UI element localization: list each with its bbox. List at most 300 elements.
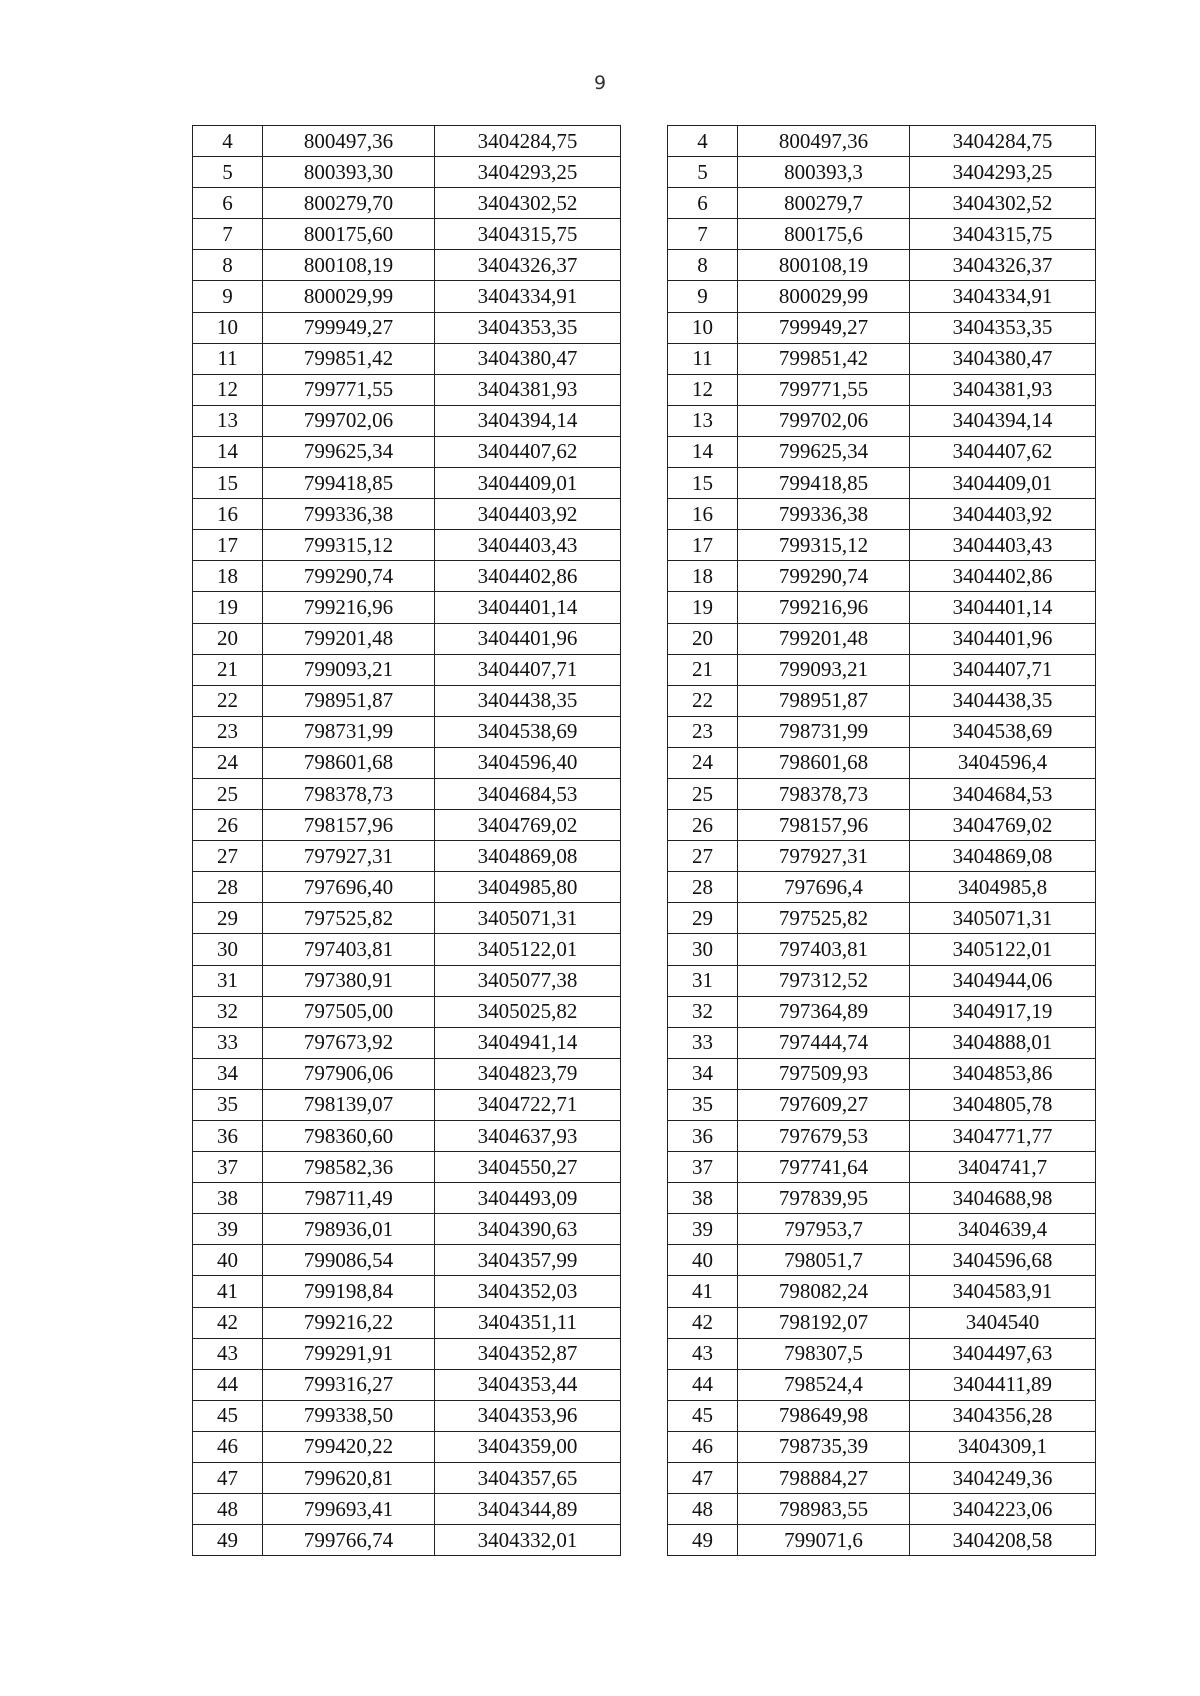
x-coordinate-cell: 798192,07 bbox=[738, 1307, 910, 1338]
table-row bbox=[668, 685, 1096, 716]
y-coordinate-cell: 3404771,77 bbox=[910, 1121, 1096, 1152]
x-coordinate-cell: 799315,12 bbox=[738, 530, 910, 561]
point-number-cell: 15 bbox=[193, 468, 263, 499]
coordinates-table-left bbox=[192, 125, 621, 1556]
point-number-cell: 31 bbox=[668, 965, 738, 996]
table-row bbox=[193, 1338, 621, 1369]
y-coordinate-cell: 3404888,01 bbox=[910, 1027, 1096, 1058]
x-coordinate-cell: 799949,27 bbox=[263, 312, 435, 343]
table-row bbox=[668, 1463, 1096, 1494]
table-row bbox=[193, 1494, 621, 1525]
y-coordinate-cell: 3404381,93 bbox=[910, 374, 1096, 405]
y-coordinate-cell: 3405071,31 bbox=[435, 903, 621, 934]
table-row bbox=[668, 778, 1096, 809]
table-row bbox=[668, 903, 1096, 934]
y-coordinate-cell: 3404941,14 bbox=[435, 1027, 621, 1058]
y-coordinate-cell: 3404326,37 bbox=[910, 250, 1096, 281]
y-coordinate-cell: 3404741,7 bbox=[910, 1152, 1096, 1183]
x-coordinate-cell: 800108,19 bbox=[738, 250, 910, 281]
x-coordinate-cell: 798051,7 bbox=[738, 1245, 910, 1276]
y-coordinate-cell: 3404284,75 bbox=[435, 126, 621, 157]
x-coordinate-cell: 800393,3 bbox=[738, 157, 910, 188]
x-coordinate-cell: 798951,87 bbox=[738, 685, 910, 716]
y-coordinate-cell: 3404403,92 bbox=[910, 499, 1096, 530]
y-coordinate-cell: 3404497,63 bbox=[910, 1338, 1096, 1369]
table-row bbox=[193, 468, 621, 499]
point-number-cell: 32 bbox=[193, 996, 263, 1027]
table-row bbox=[668, 530, 1096, 561]
table-row bbox=[668, 312, 1096, 343]
x-coordinate-cell: 799851,42 bbox=[263, 343, 435, 374]
y-coordinate-cell: 3404334,91 bbox=[435, 281, 621, 312]
x-coordinate-cell: 799338,50 bbox=[263, 1400, 435, 1431]
x-coordinate-cell: 799625,34 bbox=[738, 436, 910, 467]
y-coordinate-cell: 3404315,75 bbox=[910, 219, 1096, 250]
table-row bbox=[668, 250, 1096, 281]
point-number-cell: 43 bbox=[668, 1338, 738, 1369]
y-coordinate-cell: 3404352,87 bbox=[435, 1338, 621, 1369]
x-coordinate-cell: 799291,91 bbox=[263, 1338, 435, 1369]
y-coordinate-cell: 3404438,35 bbox=[910, 685, 1096, 716]
x-coordinate-cell: 800393,30 bbox=[263, 157, 435, 188]
table-row bbox=[668, 810, 1096, 841]
table-row bbox=[193, 623, 621, 654]
table-row bbox=[668, 188, 1096, 219]
x-coordinate-cell: 798307,5 bbox=[738, 1338, 910, 1369]
point-number-cell: 25 bbox=[193, 778, 263, 809]
point-number-cell: 14 bbox=[668, 436, 738, 467]
y-coordinate-cell: 3404208,58 bbox=[910, 1525, 1096, 1556]
point-number-cell: 13 bbox=[668, 405, 738, 436]
table-row bbox=[668, 468, 1096, 499]
table-row bbox=[668, 436, 1096, 467]
y-coordinate-cell: 3404684,53 bbox=[435, 778, 621, 809]
point-number-cell: 6 bbox=[193, 188, 263, 219]
point-number-cell: 25 bbox=[668, 778, 738, 809]
point-number-cell: 6 bbox=[668, 188, 738, 219]
y-coordinate-cell: 3404403,43 bbox=[910, 530, 1096, 561]
table-row bbox=[193, 312, 621, 343]
y-coordinate-cell: 3405122,01 bbox=[435, 934, 621, 965]
point-number-cell: 40 bbox=[193, 1245, 263, 1276]
x-coordinate-cell: 800175,60 bbox=[263, 219, 435, 250]
y-coordinate-cell: 3404722,71 bbox=[435, 1089, 621, 1120]
x-coordinate-cell: 798360,60 bbox=[263, 1121, 435, 1152]
point-number-cell: 35 bbox=[668, 1089, 738, 1120]
table-row bbox=[193, 405, 621, 436]
point-number-cell: 19 bbox=[193, 592, 263, 623]
table-row bbox=[668, 747, 1096, 778]
table-body bbox=[668, 126, 1096, 1556]
page-number: 9 bbox=[593, 72, 607, 94]
y-coordinate-cell: 3404985,80 bbox=[435, 872, 621, 903]
y-coordinate-cell: 3404353,35 bbox=[435, 312, 621, 343]
x-coordinate-cell: 798378,73 bbox=[263, 778, 435, 809]
x-coordinate-cell: 799093,21 bbox=[738, 654, 910, 685]
table-row bbox=[193, 343, 621, 374]
point-number-cell: 16 bbox=[193, 499, 263, 530]
y-coordinate-cell: 3404394,14 bbox=[910, 405, 1096, 436]
table-row bbox=[668, 1431, 1096, 1462]
point-number-cell: 21 bbox=[193, 654, 263, 685]
table-row bbox=[193, 436, 621, 467]
table-row bbox=[193, 1089, 621, 1120]
table-row bbox=[668, 872, 1096, 903]
table-row bbox=[193, 1027, 621, 1058]
point-number-cell: 35 bbox=[193, 1089, 263, 1120]
point-number-cell: 39 bbox=[193, 1214, 263, 1245]
table-row bbox=[193, 374, 621, 405]
x-coordinate-cell: 798936,01 bbox=[263, 1214, 435, 1245]
y-coordinate-cell: 3404493,09 bbox=[435, 1183, 621, 1214]
x-coordinate-cell: 799625,34 bbox=[263, 436, 435, 467]
y-coordinate-cell: 3404334,91 bbox=[910, 281, 1096, 312]
table-row bbox=[668, 1525, 1096, 1556]
table-row bbox=[668, 1245, 1096, 1276]
table-row bbox=[668, 1400, 1096, 1431]
table-row bbox=[668, 281, 1096, 312]
point-number-cell: 23 bbox=[193, 716, 263, 747]
x-coordinate-cell: 799949,27 bbox=[738, 312, 910, 343]
point-number-cell: 27 bbox=[193, 841, 263, 872]
point-number-cell: 41 bbox=[193, 1276, 263, 1307]
y-coordinate-cell: 3404583,91 bbox=[910, 1276, 1096, 1307]
point-number-cell: 47 bbox=[193, 1463, 263, 1494]
table-row bbox=[668, 1369, 1096, 1400]
point-number-cell: 19 bbox=[668, 592, 738, 623]
x-coordinate-cell: 799216,22 bbox=[263, 1307, 435, 1338]
point-number-cell: 46 bbox=[193, 1431, 263, 1462]
table-row bbox=[193, 810, 621, 841]
table-row bbox=[668, 1089, 1096, 1120]
y-coordinate-cell: 3404688,98 bbox=[910, 1183, 1096, 1214]
table-row bbox=[193, 1245, 621, 1276]
point-number-cell: 47 bbox=[668, 1463, 738, 1494]
x-coordinate-cell: 799620,81 bbox=[263, 1463, 435, 1494]
table-row bbox=[668, 623, 1096, 654]
x-coordinate-cell: 799290,74 bbox=[738, 561, 910, 592]
x-coordinate-cell: 799420,22 bbox=[263, 1431, 435, 1462]
table-row bbox=[193, 1307, 621, 1338]
point-number-cell: 38 bbox=[193, 1183, 263, 1214]
x-coordinate-cell: 799851,42 bbox=[738, 343, 910, 374]
table-row bbox=[193, 499, 621, 530]
coordinates-table-right bbox=[667, 125, 1096, 1556]
y-coordinate-cell: 3404401,96 bbox=[435, 623, 621, 654]
y-coordinate-cell: 3404394,14 bbox=[435, 405, 621, 436]
point-number-cell: 26 bbox=[668, 810, 738, 841]
y-coordinate-cell: 3404409,01 bbox=[435, 468, 621, 499]
table-row bbox=[193, 561, 621, 592]
x-coordinate-cell: 797609,27 bbox=[738, 1089, 910, 1120]
y-coordinate-cell: 3404438,35 bbox=[435, 685, 621, 716]
point-number-cell: 30 bbox=[193, 934, 263, 965]
point-number-cell: 26 bbox=[193, 810, 263, 841]
x-coordinate-cell: 797927,31 bbox=[263, 841, 435, 872]
y-coordinate-cell: 3404403,92 bbox=[435, 499, 621, 530]
y-coordinate-cell: 3404639,4 bbox=[910, 1214, 1096, 1245]
point-number-cell: 37 bbox=[193, 1152, 263, 1183]
point-number-cell: 16 bbox=[668, 499, 738, 530]
y-coordinate-cell: 3404380,47 bbox=[435, 343, 621, 374]
y-coordinate-cell: 3404805,78 bbox=[910, 1089, 1096, 1120]
table-row bbox=[193, 996, 621, 1027]
x-coordinate-cell: 799702,06 bbox=[738, 405, 910, 436]
y-coordinate-cell: 3404985,8 bbox=[910, 872, 1096, 903]
table-row bbox=[668, 1276, 1096, 1307]
x-coordinate-cell: 798884,27 bbox=[738, 1463, 910, 1494]
y-coordinate-cell: 3404293,25 bbox=[910, 157, 1096, 188]
x-coordinate-cell: 797839,95 bbox=[738, 1183, 910, 1214]
point-number-cell: 42 bbox=[193, 1307, 263, 1338]
point-number-cell: 37 bbox=[668, 1152, 738, 1183]
point-number-cell: 48 bbox=[193, 1494, 263, 1525]
table-body bbox=[193, 126, 621, 1556]
x-coordinate-cell: 799290,74 bbox=[263, 561, 435, 592]
point-number-cell: 14 bbox=[193, 436, 263, 467]
table-row bbox=[668, 841, 1096, 872]
point-number-cell: 29 bbox=[668, 903, 738, 934]
y-coordinate-cell: 3404917,19 bbox=[910, 996, 1096, 1027]
y-coordinate-cell: 3404823,79 bbox=[435, 1058, 621, 1089]
x-coordinate-cell: 798378,73 bbox=[738, 778, 910, 809]
point-number-cell: 8 bbox=[193, 250, 263, 281]
table-row bbox=[668, 343, 1096, 374]
x-coordinate-cell: 798601,68 bbox=[738, 747, 910, 778]
x-coordinate-cell: 797403,81 bbox=[738, 934, 910, 965]
point-number-cell: 9 bbox=[193, 281, 263, 312]
x-coordinate-cell: 797953,7 bbox=[738, 1214, 910, 1245]
y-coordinate-cell: 3404249,36 bbox=[910, 1463, 1096, 1494]
point-number-cell: 34 bbox=[668, 1058, 738, 1089]
point-number-cell: 24 bbox=[668, 747, 738, 778]
y-coordinate-cell: 3405025,82 bbox=[435, 996, 621, 1027]
x-coordinate-cell: 799336,38 bbox=[738, 499, 910, 530]
point-number-cell: 22 bbox=[668, 685, 738, 716]
point-number-cell: 4 bbox=[193, 126, 263, 157]
table-row bbox=[193, 250, 621, 281]
x-coordinate-cell: 800108,19 bbox=[263, 250, 435, 281]
table-row bbox=[668, 219, 1096, 250]
point-number-cell: 44 bbox=[668, 1369, 738, 1400]
y-coordinate-cell: 3404596,68 bbox=[910, 1245, 1096, 1276]
point-number-cell: 27 bbox=[668, 841, 738, 872]
table-row bbox=[668, 1183, 1096, 1214]
table-row bbox=[668, 716, 1096, 747]
x-coordinate-cell: 798157,96 bbox=[738, 810, 910, 841]
point-number-cell: 28 bbox=[668, 872, 738, 903]
table-row bbox=[668, 996, 1096, 1027]
point-number-cell: 41 bbox=[668, 1276, 738, 1307]
table-row bbox=[668, 1494, 1096, 1525]
x-coordinate-cell: 798711,49 bbox=[263, 1183, 435, 1214]
table-row bbox=[193, 716, 621, 747]
table-row bbox=[668, 1214, 1096, 1245]
y-coordinate-cell: 3404401,14 bbox=[435, 592, 621, 623]
x-coordinate-cell: 797312,52 bbox=[738, 965, 910, 996]
x-coordinate-cell: 799198,84 bbox=[263, 1276, 435, 1307]
x-coordinate-cell: 800497,36 bbox=[738, 126, 910, 157]
x-coordinate-cell: 799201,48 bbox=[263, 623, 435, 654]
y-coordinate-cell: 3404401,96 bbox=[910, 623, 1096, 654]
y-coordinate-cell: 3404409,01 bbox=[910, 468, 1096, 499]
point-number-cell: 22 bbox=[193, 685, 263, 716]
x-coordinate-cell: 797403,81 bbox=[263, 934, 435, 965]
y-coordinate-cell: 3404353,96 bbox=[435, 1400, 621, 1431]
y-coordinate-cell: 3405071,31 bbox=[910, 903, 1096, 934]
table-row bbox=[193, 1152, 621, 1183]
point-number-cell: 18 bbox=[193, 561, 263, 592]
x-coordinate-cell: 798082,24 bbox=[738, 1276, 910, 1307]
x-coordinate-cell: 799766,74 bbox=[263, 1525, 435, 1556]
x-coordinate-cell: 800029,99 bbox=[263, 281, 435, 312]
point-number-cell: 20 bbox=[193, 623, 263, 654]
point-number-cell: 23 bbox=[668, 716, 738, 747]
point-number-cell: 7 bbox=[668, 219, 738, 250]
x-coordinate-cell: 797696,40 bbox=[263, 872, 435, 903]
y-coordinate-cell: 3404411,89 bbox=[910, 1369, 1096, 1400]
x-coordinate-cell: 799336,38 bbox=[263, 499, 435, 530]
table-row bbox=[193, 1369, 621, 1400]
table-row bbox=[668, 374, 1096, 405]
y-coordinate-cell: 3404381,93 bbox=[435, 374, 621, 405]
y-coordinate-cell: 3404356,28 bbox=[910, 1400, 1096, 1431]
point-number-cell: 32 bbox=[668, 996, 738, 1027]
y-coordinate-cell: 3404944,06 bbox=[910, 965, 1096, 996]
y-coordinate-cell: 3404596,40 bbox=[435, 747, 621, 778]
y-coordinate-cell: 3404869,08 bbox=[435, 841, 621, 872]
y-coordinate-cell: 3404540 bbox=[910, 1307, 1096, 1338]
point-number-cell: 29 bbox=[193, 903, 263, 934]
y-coordinate-cell: 3404407,71 bbox=[435, 654, 621, 685]
x-coordinate-cell: 797679,53 bbox=[738, 1121, 910, 1152]
x-coordinate-cell: 797525,82 bbox=[263, 903, 435, 934]
x-coordinate-cell: 799771,55 bbox=[738, 374, 910, 405]
x-coordinate-cell: 798731,99 bbox=[738, 716, 910, 747]
point-number-cell: 49 bbox=[193, 1525, 263, 1556]
table-row bbox=[668, 1027, 1096, 1058]
table-row bbox=[668, 592, 1096, 623]
x-coordinate-cell: 797906,06 bbox=[263, 1058, 435, 1089]
x-coordinate-cell: 798731,99 bbox=[263, 716, 435, 747]
point-number-cell: 18 bbox=[668, 561, 738, 592]
y-coordinate-cell: 3404407,62 bbox=[910, 436, 1096, 467]
point-number-cell: 39 bbox=[668, 1214, 738, 1245]
point-number-cell: 7 bbox=[193, 219, 263, 250]
x-coordinate-cell: 797673,92 bbox=[263, 1027, 435, 1058]
y-coordinate-cell: 3404538,69 bbox=[435, 716, 621, 747]
table-row bbox=[668, 654, 1096, 685]
table-row bbox=[193, 157, 621, 188]
table-row bbox=[193, 841, 621, 872]
point-number-cell: 43 bbox=[193, 1338, 263, 1369]
x-coordinate-cell: 799216,96 bbox=[263, 592, 435, 623]
table-row bbox=[193, 1183, 621, 1214]
y-coordinate-cell: 3404596,4 bbox=[910, 747, 1096, 778]
x-coordinate-cell: 799093,21 bbox=[263, 654, 435, 685]
y-coordinate-cell: 3404223,06 bbox=[910, 1494, 1096, 1525]
y-coordinate-cell: 3404407,71 bbox=[910, 654, 1096, 685]
table-row bbox=[668, 1058, 1096, 1089]
point-number-cell: 5 bbox=[193, 157, 263, 188]
table-row bbox=[193, 965, 621, 996]
y-coordinate-cell: 3404380,47 bbox=[910, 343, 1096, 374]
x-coordinate-cell: 798951,87 bbox=[263, 685, 435, 716]
point-number-cell: 12 bbox=[668, 374, 738, 405]
x-coordinate-cell: 799702,06 bbox=[263, 405, 435, 436]
point-number-cell: 36 bbox=[668, 1121, 738, 1152]
table-row bbox=[193, 126, 621, 157]
point-number-cell: 12 bbox=[193, 374, 263, 405]
point-number-cell: 24 bbox=[193, 747, 263, 778]
x-coordinate-cell: 797364,89 bbox=[738, 996, 910, 1027]
x-coordinate-cell: 800279,70 bbox=[263, 188, 435, 219]
x-coordinate-cell: 800279,7 bbox=[738, 188, 910, 219]
point-number-cell: 4 bbox=[668, 126, 738, 157]
table-row bbox=[193, 188, 621, 219]
x-coordinate-cell: 799086,54 bbox=[263, 1245, 435, 1276]
table-row bbox=[193, 654, 621, 685]
y-coordinate-cell: 3404869,08 bbox=[910, 841, 1096, 872]
point-number-cell: 17 bbox=[193, 530, 263, 561]
y-coordinate-cell: 3404390,63 bbox=[435, 1214, 621, 1245]
x-coordinate-cell: 799693,41 bbox=[263, 1494, 435, 1525]
point-number-cell: 15 bbox=[668, 468, 738, 499]
x-coordinate-cell: 799771,55 bbox=[263, 374, 435, 405]
x-coordinate-cell: 799418,85 bbox=[263, 468, 435, 499]
table-row bbox=[193, 747, 621, 778]
point-number-cell: 10 bbox=[668, 312, 738, 343]
table-row bbox=[193, 530, 621, 561]
table-row bbox=[668, 561, 1096, 592]
table-row bbox=[668, 965, 1096, 996]
x-coordinate-cell: 799216,96 bbox=[738, 592, 910, 623]
y-coordinate-cell: 3404357,99 bbox=[435, 1245, 621, 1276]
y-coordinate-cell: 3404359,00 bbox=[435, 1431, 621, 1462]
x-coordinate-cell: 798983,55 bbox=[738, 1494, 910, 1525]
y-coordinate-cell: 3404309,1 bbox=[910, 1431, 1096, 1462]
x-coordinate-cell: 798601,68 bbox=[263, 747, 435, 778]
table-row bbox=[193, 1431, 621, 1462]
x-coordinate-cell: 797927,31 bbox=[738, 841, 910, 872]
x-coordinate-cell: 799315,12 bbox=[263, 530, 435, 561]
table-row bbox=[193, 1214, 621, 1245]
table-row bbox=[193, 778, 621, 809]
point-number-cell: 31 bbox=[193, 965, 263, 996]
x-coordinate-cell: 800497,36 bbox=[263, 126, 435, 157]
table-row bbox=[193, 934, 621, 965]
y-coordinate-cell: 3404284,75 bbox=[910, 126, 1096, 157]
y-coordinate-cell: 3404357,65 bbox=[435, 1463, 621, 1494]
table-row bbox=[668, 126, 1096, 157]
point-number-cell: 44 bbox=[193, 1369, 263, 1400]
x-coordinate-cell: 799071,6 bbox=[738, 1525, 910, 1556]
y-coordinate-cell: 3404344,89 bbox=[435, 1494, 621, 1525]
point-number-cell: 5 bbox=[668, 157, 738, 188]
table-row bbox=[668, 499, 1096, 530]
y-coordinate-cell: 3404302,52 bbox=[435, 188, 621, 219]
y-coordinate-cell: 3405077,38 bbox=[435, 965, 621, 996]
point-number-cell: 42 bbox=[668, 1307, 738, 1338]
y-coordinate-cell: 3404550,27 bbox=[435, 1152, 621, 1183]
x-coordinate-cell: 797741,64 bbox=[738, 1152, 910, 1183]
point-number-cell: 46 bbox=[668, 1431, 738, 1462]
x-coordinate-cell: 798157,96 bbox=[263, 810, 435, 841]
x-coordinate-cell: 800029,99 bbox=[738, 281, 910, 312]
y-coordinate-cell: 3404315,75 bbox=[435, 219, 621, 250]
table-row bbox=[193, 1463, 621, 1494]
point-number-cell: 38 bbox=[668, 1183, 738, 1214]
